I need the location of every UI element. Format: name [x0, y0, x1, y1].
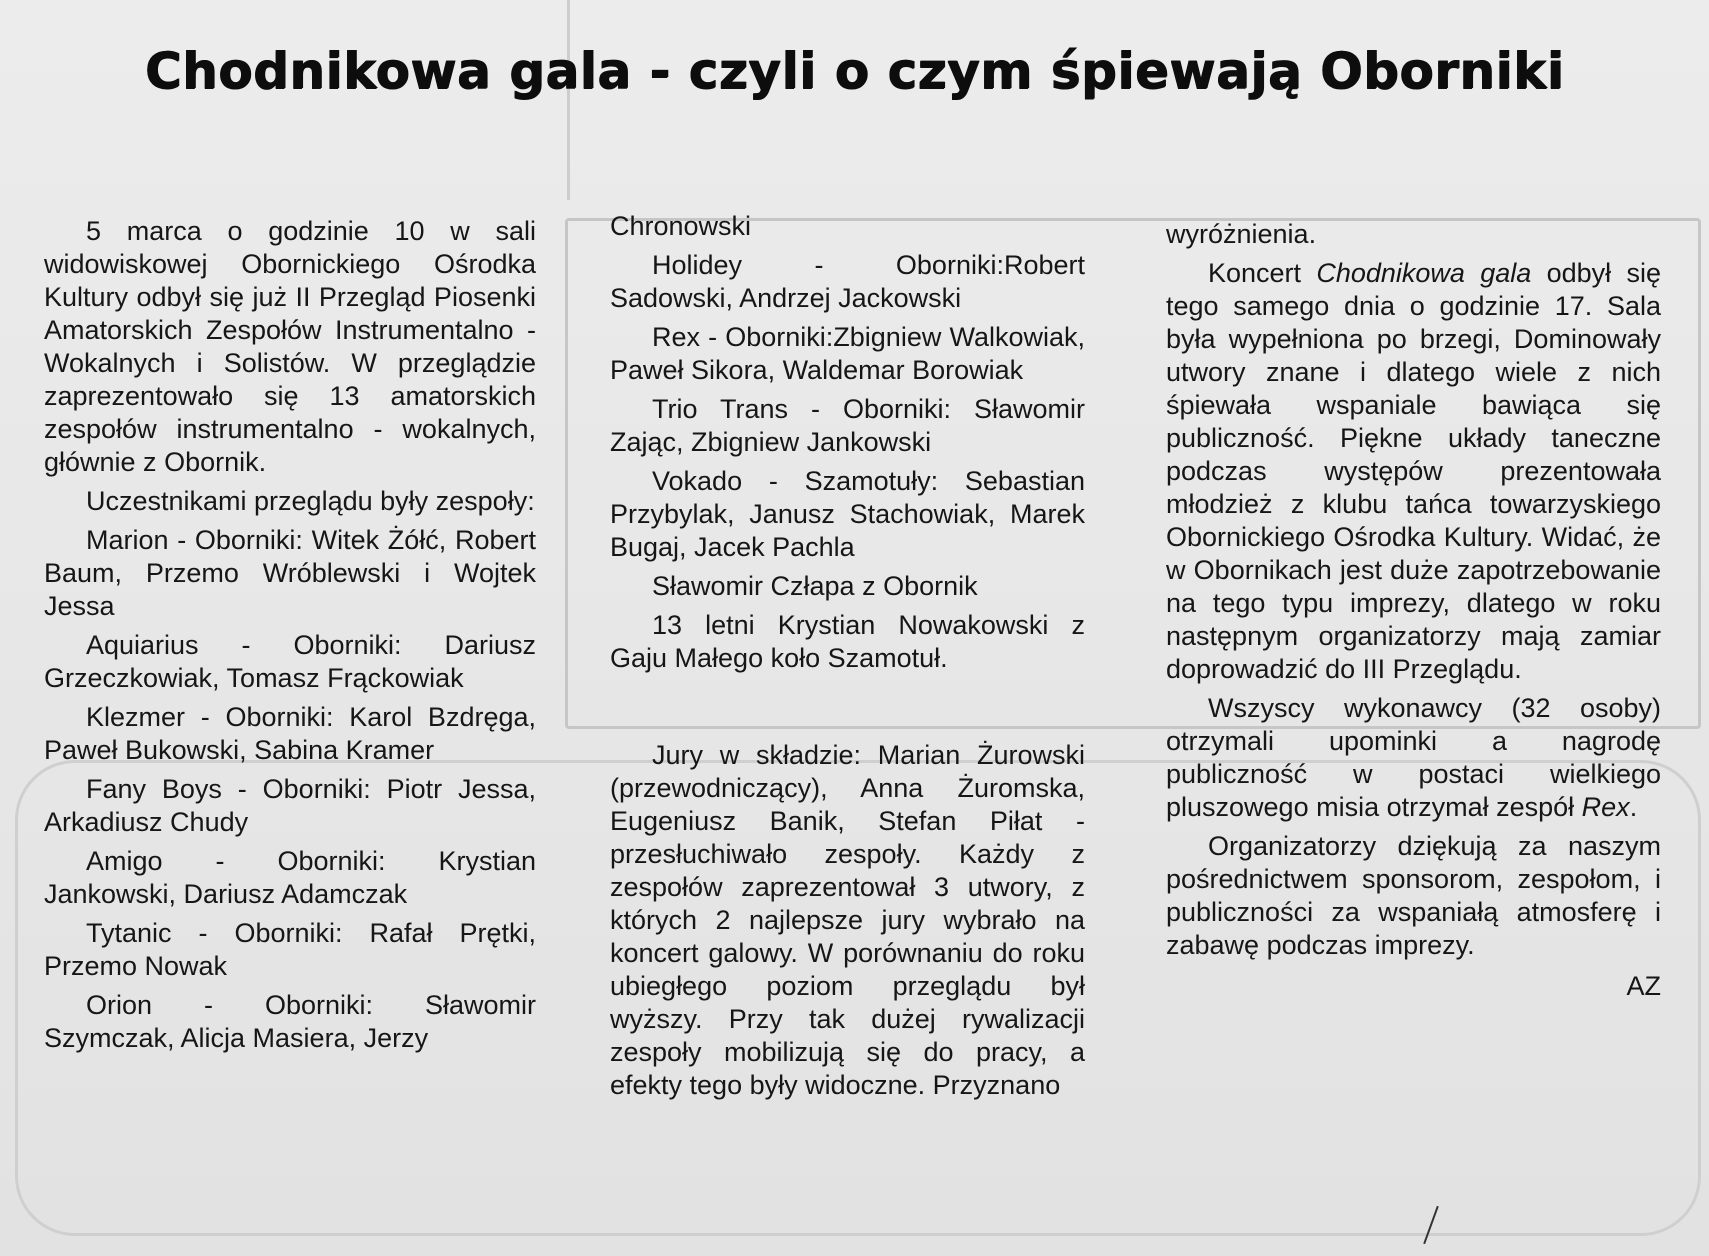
paragraph: Jury w składzie: Marian Żurowski (przewodniczący), Anna Żuromska, Eugeniusz Banik, Stefan Piłat - przesłuchiwało zespoły. Każdy z zespołów zaprezentował 3 utwory, z których 2 najlepsze jury wybrało na koncert galowy. W porównaniu do roku ubiegłego poziom przeglądu był wyższy. Przy tak dużej rywalizacji zespoły mobilizują się do pracy, a efekty tego były widoczne. Przyznano — [610, 740, 1085, 1100]
paragraph: Uczestnikami przeglądu były zespoły: — [86, 486, 535, 516]
show-through-rule — [567, 0, 570, 200]
paragraph: Holidey - Oborniki:Robert Sadowski, Andrzej Jackowski — [610, 250, 1085, 313]
paragraph: Amigo - Oborniki: Krystian Jankowski, Dariusz Adamczak — [44, 846, 536, 909]
text-run: Koncert — [1208, 258, 1317, 288]
paragraph: Aquiarius - Oborniki: Dariusz Grzeczkowiak, Tomasz Frąckowiak — [44, 630, 536, 693]
paragraph — [1166, 257, 1661, 686]
spacer — [610, 681, 1085, 739]
paragraph: Tytanic - Oborniki: Rafał Prętki, Przemo Nowak — [44, 918, 536, 981]
text-run: odbył się tego samego dnia o godzinie 17. Sala była wypełniona po brzegi, Dominowały utwory znane i dlatego wiele z nich śpiewała wspaniale bawiąca się publiczność. Piękne układy taneczne podczas występów prezentowała młodzież z klubu tańca towarzyskiego Obornickiego Ośrodka Kultury. Widać, że w Obornikach jest duże zapotrzebowanie na tego typu imprezy, dlatego w roku następnym organizatorzy mają zamiar doprowadzić do III Przeglądu. — [1166, 258, 1661, 684]
article-column-1 — [44, 215, 536, 1061]
article-headline: Chodnikowa gala - czyli o czym śpiewają Oborniki — [144, 42, 1565, 100]
paragraph: Vokado - Szamotuły: Sebastian Przybylak, Janusz Stachowiak, Marek Bugaj, Jacek Pachla — [610, 466, 1085, 562]
paragraph: 13 letni Krystian Nowakowski z Gaju Małego koło Szamotuł. — [610, 610, 1085, 673]
text-run: Wszyscy wykonawcy (32 osoby) otrzymali upominki a nagrodę publiczność w postaci wielkiego pluszowego misia otrzymał zespół — [1166, 693, 1661, 822]
author-signature: AZ — [1626, 971, 1661, 1001]
paragraph: Sławomir Człapa z Obornik — [652, 571, 978, 601]
italic-title: Chodnikowa gala — [1316, 258, 1532, 288]
paragraph: Trio Trans - Oborniki: Sławomir Zając, Zbigniew Jankowski — [610, 394, 1085, 457]
paragraph: 5 marca o godzinie 10 w sali widowiskowej Obornickiego Ośrodka Kultury odbył się już II Przegląd Piosenki Amatorskich Zespołów Instrumentalno - Wokalnych i Solistów. W przeglądzie zaprezentowało się 13 amatorskich zespołów instrumentalno - wokalnych, głównie z Obornik. — [44, 216, 536, 477]
article-column-2 — [610, 210, 1085, 1108]
paragraph: wyróżnienia. — [1166, 219, 1317, 249]
paragraph: Orion - Oborniki: Sławomir Szymczak, Alicja Masiera, Jerzy — [44, 990, 536, 1053]
paragraph: Rex - Oborniki:Zbigniew Walkowiak, Paweł Sikora, Waldemar Borowiak — [610, 322, 1085, 385]
paragraph: Klezmer - Oborniki: Karol Bzdręga, Paweł Bukowski, Sabina Kramer — [44, 702, 536, 765]
paragraph: Fany Boys - Oborniki: Piotr Jessa, Arkadiusz Chudy — [44, 774, 536, 837]
paragraph: Chronowski — [610, 211, 752, 241]
paragraph — [1166, 692, 1661, 824]
text-run: . — [1629, 792, 1638, 822]
article-column-3 — [1166, 218, 1661, 1003]
paragraph: Marion - Oborniki: Witek Żółć, Robert Baum, Przemo Wróblewski i Wojtek Jessa — [44, 525, 536, 621]
italic-band-name: Rex — [1581, 792, 1630, 822]
paragraph: Organizatorzy dziękują za naszym pośrednictwem sponsorom, zespołom, i publiczności za wspaniałą atmosferę i zabawę podczas imprezy. — [1166, 831, 1661, 960]
